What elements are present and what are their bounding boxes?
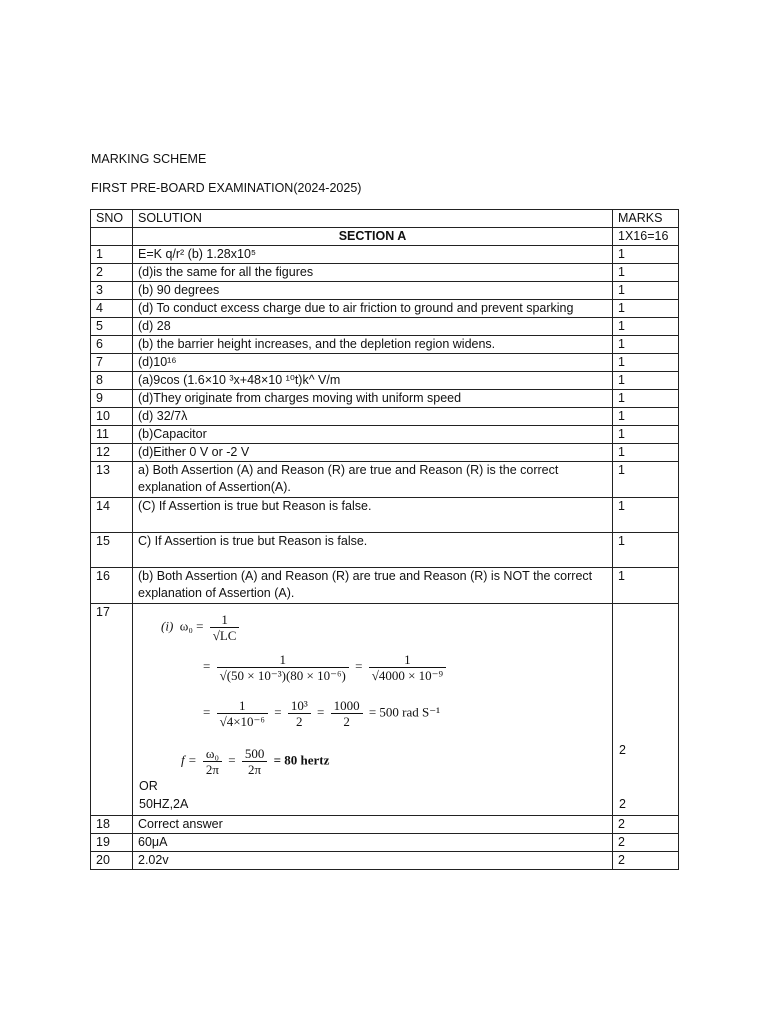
row-sno: 19 [91, 834, 133, 852]
table-row [91, 354, 679, 372]
row-sno: 13 [91, 462, 133, 498]
row-sno: 9 [91, 390, 133, 408]
row-solution: (b) Both Assertion (A) and Reason (R) are true and Reason (R) is NOT the correct explanation of Assertion (A). [133, 568, 613, 604]
row-sno: 8 [91, 372, 133, 390]
table-row [91, 834, 679, 852]
header-marks: MARKS [613, 210, 679, 228]
row-marks: 2 [613, 834, 679, 852]
label-i: (i) [161, 618, 174, 634]
row-sno: 20 [91, 852, 133, 870]
row-marks: 1 [613, 408, 679, 426]
frac-ten3: $\frac{\text{10³}}{2}$ [288, 698, 311, 729]
row-marks: 1 [613, 444, 679, 462]
table-row [91, 533, 679, 568]
q17-marks [613, 604, 679, 816]
table-row [91, 816, 679, 834]
row-solution: (d)10¹⁶ [133, 354, 613, 372]
f-equals: f = [181, 752, 197, 768]
header-sno: SNO [91, 210, 133, 228]
frac-4000: $\frac{1}{\text{√4000 × 10⁻⁹}}$ [369, 652, 446, 683]
result-omega: = 500 rad S⁻¹ [368, 704, 440, 720]
row-solution: Correct answer [133, 816, 613, 834]
table-row-q17 [91, 604, 679, 816]
row-marks: 1 [613, 462, 679, 498]
row-sno: 6 [91, 336, 133, 354]
table-row [91, 318, 679, 336]
row-marks: 1 [613, 264, 679, 282]
row-sno: 4 [91, 300, 133, 318]
table-row [91, 246, 679, 264]
table-row [91, 336, 679, 354]
table-row [91, 372, 679, 390]
marking-scheme-table [90, 209, 679, 870]
row-solution: (C) If Assertion is true but Reason is false. [133, 498, 613, 533]
q17-alt-answer: 50HZ,2A [139, 797, 189, 811]
section-a-label: SECTION A [133, 228, 613, 246]
row-marks: 1 [613, 372, 679, 390]
row-solution: (d)They originate from charges moving with uniform speed [133, 390, 613, 408]
row-sno: 17 [91, 604, 133, 816]
q17-marks-a: 2 [619, 743, 626, 757]
section-a-marks: 1X16=16 [613, 228, 679, 246]
q17-solution [133, 604, 613, 816]
table-row [91, 498, 679, 533]
row-solution: 60μA [133, 834, 613, 852]
row-solution: (b)Capacitor [133, 426, 613, 444]
row-sno: 15 [91, 533, 133, 568]
table-row [91, 462, 679, 498]
row-solution: (d)is the same for all the figures [133, 264, 613, 282]
row-solution: (b) the barrier height increases, and the depletion region widens. [133, 336, 613, 354]
row-marks: 1 [613, 498, 679, 533]
row-marks: 1 [613, 336, 679, 354]
row-sno: 2 [91, 264, 133, 282]
frac-omega-2pi: $\frac{\text{ω₀}}{2\pi}$ [203, 746, 222, 777]
row-marks: 1 [613, 390, 679, 408]
row-marks: 1 [613, 300, 679, 318]
row-solution: E=K q/r² (b) 1.28x10⁵ [133, 246, 613, 264]
table-row [91, 444, 679, 462]
frac-long: $\frac{1}{\text{√(50 × 10⁻³)(80 × 10⁻⁶)}}$ [217, 652, 349, 683]
row-solution: (d) 28 [133, 318, 613, 336]
row-marks: 2 [613, 816, 679, 834]
frac-sqrt4: $\frac{1}{\text{√4×10⁻⁶}}$ [217, 698, 268, 729]
row-marks: 1 [613, 282, 679, 300]
row-sno: 10 [91, 408, 133, 426]
row-marks: 1 [613, 533, 679, 568]
row-sno: 3 [91, 282, 133, 300]
omega0-symbol: ω₀ = [179, 618, 204, 634]
table-row [91, 408, 679, 426]
row-sno: 12 [91, 444, 133, 462]
row-solution: C) If Assertion is true but Reason is false. [133, 533, 613, 568]
document-subtitle: FIRST PRE-BOARD EXAMINATION(2024-2025) [91, 181, 362, 195]
row-solution: (a)9cos (1.6×10 ³x+48×10 ¹⁰t)k^ V/m [133, 372, 613, 390]
row-solution: 2.02v [133, 852, 613, 870]
row-solution: (d) To conduct excess charge due to air friction to ground and prevent sparking [133, 300, 613, 318]
row-solution: a) Both Assertion (A) and Reason (R) are true and Reason (R) is the correct explanation of Assertion(A). [133, 462, 613, 498]
row-marks: 1 [613, 246, 679, 264]
row-sno: 18 [91, 816, 133, 834]
row-marks: 1 [613, 318, 679, 336]
frac-1-sqrtlc: $\frac{1}{√LC}$ [210, 612, 240, 643]
frac-1000: $\frac{1000}{2}$ [331, 698, 363, 729]
table-row [91, 852, 679, 870]
table-row [91, 264, 679, 282]
result-frequency: = 80 hertz [273, 752, 330, 768]
row-solution: (d)Either 0 V or -2 V [133, 444, 613, 462]
table-row [91, 568, 679, 604]
row-solution: (d) 32/7λ [133, 408, 613, 426]
row-sno: 5 [91, 318, 133, 336]
table-row [91, 300, 679, 318]
document-title: MARKING SCHEME [91, 152, 207, 166]
header-solution: SOLUTION [133, 210, 613, 228]
table-row [91, 390, 679, 408]
table-row [91, 282, 679, 300]
row-sno: 7 [91, 354, 133, 372]
row-solution: (b) 90 degrees [133, 282, 613, 300]
q17-marks-b: 2 [619, 797, 626, 811]
row-sno: 11 [91, 426, 133, 444]
section-row [91, 228, 679, 246]
row-marks: 2 [613, 852, 679, 870]
row-sno: 1 [91, 246, 133, 264]
q17-or: OR [139, 779, 158, 793]
row-sno: 16 [91, 568, 133, 604]
q17-equations: (i) ω₀ = $\frac{1}{√LC}$ = $\frac{1}{\text{√(50 × 10⁻³)(80 × 10⁻⁶)}}$ = $\frac{1}{\text{√4000 × 10⁻⁹}}$ = $\frac{1}{\text{√4×10⁻⁶}}$ = $\frac{\text{10³}}{2}$ = $\frac{1000}{2}$ = 500 rad S⁻¹ f = $\frac{\text{ω₀}}{2\pi}$ = $\frac{500}{2\pi}$ = 80 hertz [161, 612, 461, 782]
table-header-row [91, 210, 679, 228]
table-row [91, 426, 679, 444]
row-marks: 1 [613, 354, 679, 372]
frac-500-2pi: $\frac{500}{2\pi}$ [242, 746, 268, 777]
row-marks: 1 [613, 568, 679, 604]
row-marks: 1 [613, 426, 679, 444]
row-sno: 14 [91, 498, 133, 533]
